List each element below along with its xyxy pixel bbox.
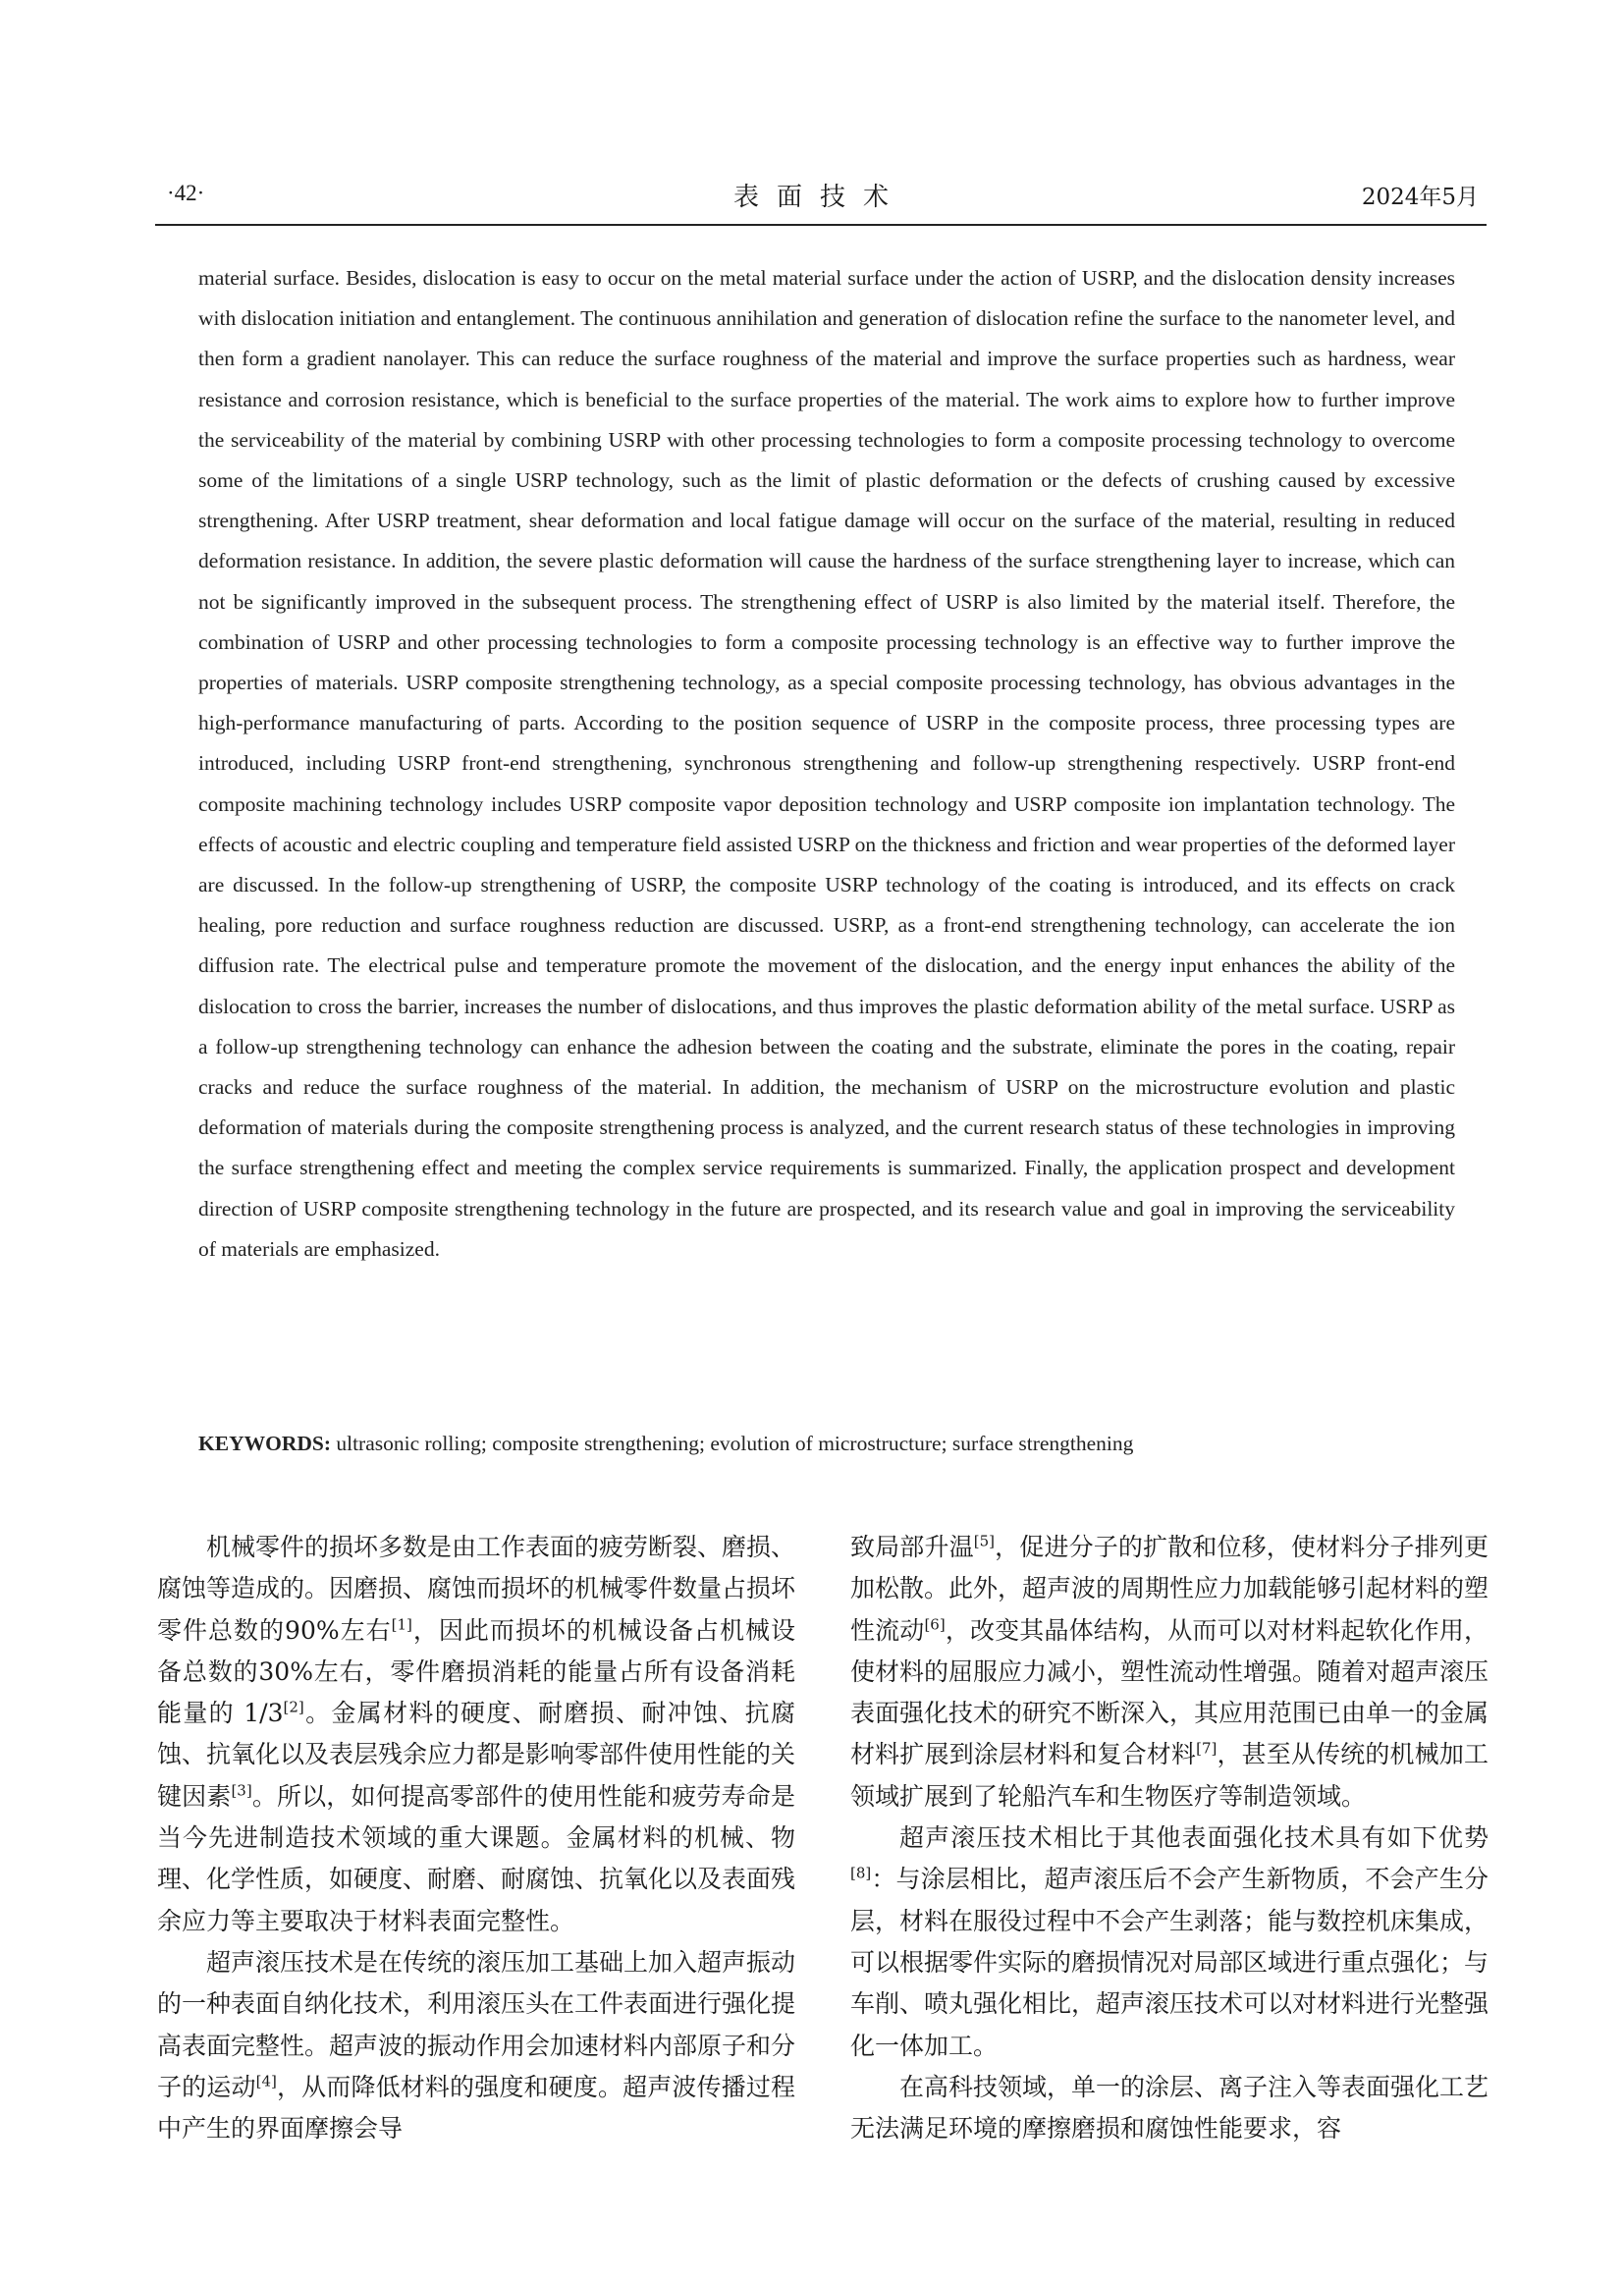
citation-ref: [1] — [391, 1615, 412, 1634]
citation-ref: [8] — [850, 1865, 872, 1883]
paragraph-text: ，从而降低材料的强度和硬度。超声波传播过程中产生的界面摩擦会导 — [157, 2072, 795, 2144]
paragraph-text: 超声滚压技术相比于其他表面强化技术具有如下优势 — [899, 1823, 1489, 1853]
paragraph — [157, 1942, 795, 2149]
journal-title: 表面技术 — [732, 183, 906, 212]
paragraph-text: ，甚至从传统的机械加工领域扩展到了轮船汽车和生物医疗等制造领域。 — [850, 1740, 1489, 1811]
citation-ref: [4] — [255, 2072, 277, 2090]
header-rule — [155, 224, 1487, 226]
paragraph-text: 机械零件的损坏多数是由工作表面的疲劳断裂、磨损、腐蚀等造成的。因磨损、腐蚀而损坏的机械零件数量占损坏零件总数的90%左右 — [157, 1533, 796, 1645]
paragraph-text: 致局部升温 — [850, 1533, 974, 1561]
citation-ref: [3] — [231, 1781, 252, 1800]
paragraph — [850, 1527, 1489, 1818]
paragraph-text: ，改变其晶体结构，从而可以对材料起软化作用，使材料的屈服应力减小，塑性流动性增强。随着对超声滚压表面强化技术的研究不断深入，其应用范围已由单一的金属材料扩展到涂层材料和复合材料 — [850, 1615, 1489, 1769]
paragraph-text: 超声滚压技术是在传统的滚压加工基础上加入超声振动的一种表面自纳化技术，利用滚压头在工件表面进行强化提高表面完整性。超声波的振动作用会加速材料内部原子和分子的运动 — [157, 1947, 796, 2101]
paragraph-text: ：与涂层相比，超声滚压后不会产生新物质，不会产生分层，材料在服役过程中不会产生剥落；能与数控机床集成，可以根据零件实际的磨损情况对局部区域进行重点强化；与车削、喷丸强化相比，超声滚压技术可以对材料进行光整强化一体加工。 — [850, 1865, 1489, 2060]
paragraph-text: 在高科技领域，单一的涂层、离子注入等表面强化工艺无法满足环境的摩擦磨损和腐蚀性能要求，容 — [850, 2072, 1489, 2144]
paragraph — [850, 2067, 1489, 2150]
abstract-text: material surface. Besides, dislocation is easy to occur on the metal material surface under the action of USRP, and the dislocation density increases with dislocation initiation and entanglement. The continuous annihilation and generation of dislocation refine the surface to the nanometer level, and then form a gradient nanolayer. This can reduce the surface roughness of the material and improve the surface properties such as hardness, wear resistance and corrosion resistance, which is beneficial to the surface properties of the material. The work aims to explore how to further improve the serviceability of the material by combining USRP with other processing technologies to form a composite processing technology to overcome some of the limitations of a single USRP technology, such as the limit of plastic deformation or the defects of crushing caused by excessive strengthening. After USRP treatment, shear deformation and local fatigue damage will occur on the surface of the material, resulting in reduced deformation resistance. In addition, the severe plastic deformation will cause the hardness of the surface strengthening layer to increase, which can not be significantly improved in the subsequent process. The strengthening effect of USRP is also limited by the material itself. Therefore, the combination of USRP and other processing technologies to form a composite processing technology is an effective way to further improve the properties of materials. USRP composite strengthening technology, as a special composite processing technology, has obvious advantages in the high-performance manufacturing of parts. According to the position sequence of USRP in the composite process, three processing types are introduced, including USRP front-end strengthening, synchronous strengthening and follow-up strengthening respectively. USRP front-end composite machining technology includes USRP composite vapor deposition technology and USRP composite ion implantation technology. The effects of acoustic and electric coupling and temperature field assisted USRP on the thickness and friction and wear properties of the deformed layer are discussed. In the follow-up strengthening of USRP, the composite USRP technology of the coating is introduced, and its effects on crack healing, pore reduction and surface roughness reduction are discussed. USRP, as a front-end strengthening technology, can accelerate the ion diffusion rate. The electrical pulse and temperature promote the movement of the dislocation, and the energy input enhances the ability of the dislocation to cross the barrier, increases the number of dislocations, and thus improves the plastic deformation ability of the metal surface. USRP as a follow-up strengthening technology can enhance the adhesion between the coating and the substrate, eliminate the pores in the coating, repair cracks and reduce the surface roughness of the material. In addition, the mechanism of USRP on the microstructure evolution and plastic deformation of materials during the composite strengthening process is analyzed, and the current research status of these technologies in improving the surface strengthening effect and meeting the complex service requirements is summarized. Finally, the application prospect and development direction of USRP composite strengthening technology in the future are prospected, and its research value and goal in improving the serviceability of materials are emphasized. — [198, 266, 1455, 1261]
keywords-text: ultrasonic rolling; composite strengthening; evolution of microstructure; surface strengthening — [330, 1432, 1134, 1455]
citation-ref: [2] — [283, 1698, 304, 1716]
paragraph — [850, 1818, 1489, 2067]
paragraph — [157, 1527, 795, 1942]
paragraph-text: ，促进分子的扩散和位移，使材料分子排列更加松散。此外，超声波的周期性应力加载能够引起材料的塑性流动 — [850, 1533, 1489, 1645]
paragraph-text: 。所以，如何提高零部件的使用性能和疲劳寿命是当今先进制造技术领域的重大课题。金属材料的机械、物理、化学性质，如硬度、耐磨、耐腐蚀、抗氧化以及表面残余应力等主要取决于材料表面完整性。 — [157, 1781, 796, 1935]
keywords-label: KEYWORDS: — [198, 1432, 331, 1455]
citation-ref: [6] — [924, 1615, 946, 1634]
keywords-line — [198, 1429, 1455, 1458]
issue-date: 2024年5月 — [1361, 185, 1479, 210]
paragraph-text: ，因此而损坏的机械设备占机械设备总数的30%左右，零件磨损消耗的能量占所有设备消耗能量的 1/3 — [157, 1615, 795, 1728]
body-column-left — [157, 1527, 795, 2149]
page-number: ·42· — [167, 181, 205, 205]
running-header — [157, 175, 1483, 218]
body-column-right — [850, 1527, 1489, 2149]
citation-ref: [5] — [973, 1532, 995, 1550]
paragraph-text: 。金属材料的硬度、耐磨损、耐冲蚀、抗腐蚀、抗氧化以及表层残余应力都是影响零部件使用性能的关键因素 — [157, 1699, 796, 1811]
citation-ref: [7] — [1196, 1740, 1218, 1759]
